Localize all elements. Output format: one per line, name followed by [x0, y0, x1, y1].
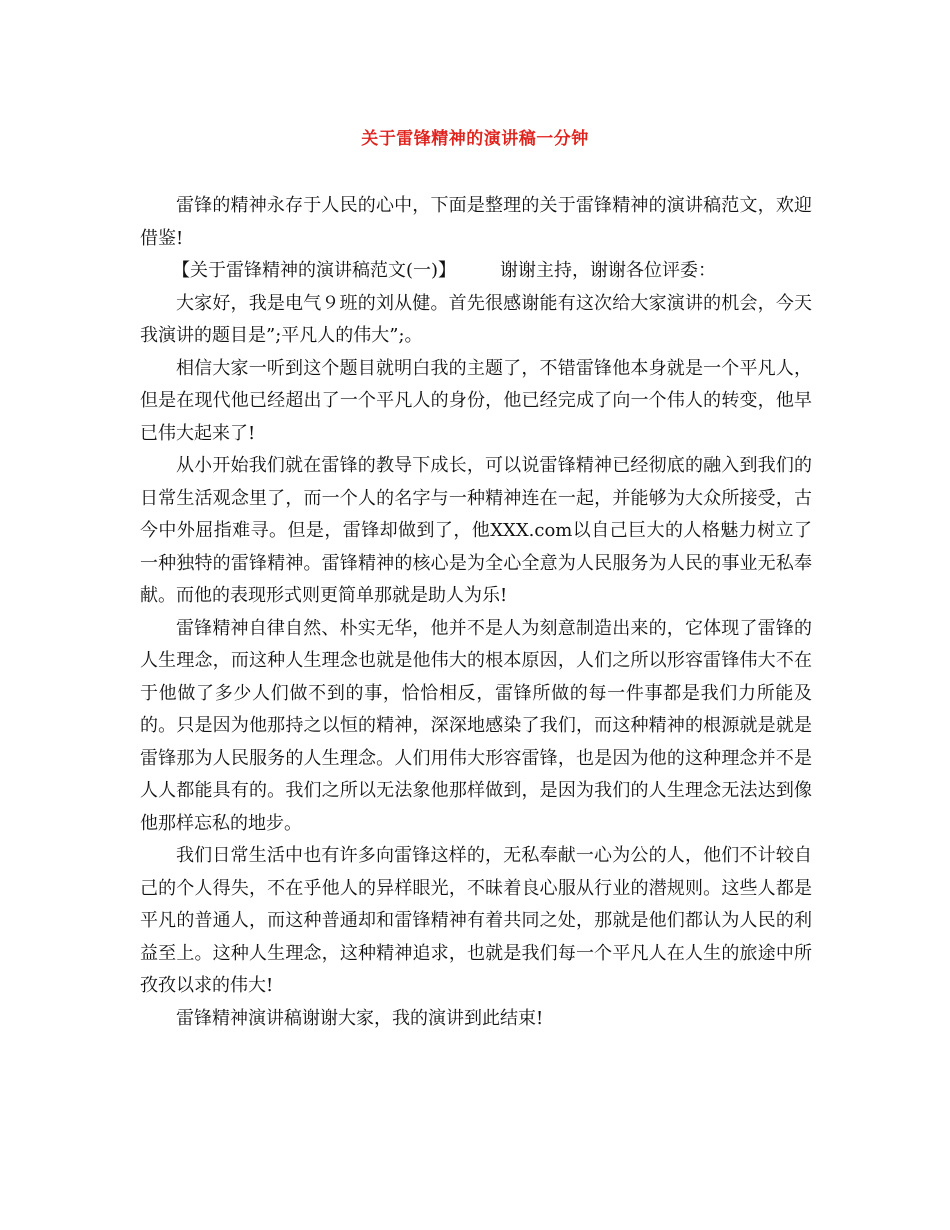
paragraph: 从小开始我们就在雷锋的教导下成长，可以说雷锋精神已经彻底的融入到我们的日常生活观念里了，而一个人的名字与一种精神连在一起，并能够为大众所接受，古今中外屈指难寻。但是，雷锋却做到了，他XXX.com以自己巨大的人格魅力树立了一种独特的雷锋精神。雷锋精神的核心是为全心全意为人民服务为人民的事业无私奉献。而他的表现形式则更简单那就是助人为乐! — [140, 455, 812, 606]
closing-paragraph: 雷锋精神演讲稿谢谢大家，我的演讲到此结束! — [176, 1007, 544, 1029]
document-body — [140, 190, 812, 1035]
paragraph: 相信大家一听到这个题目就明白我的主题了，不错雷锋他本身就是一个平凡人，但是在现代他已经超出了一个平凡人的身份，他已经完成了向一个伟人的转变，他早已伟大起来了! — [140, 357, 812, 444]
greeting: 谢谢主持，谢谢各位评委： — [500, 260, 717, 281]
document-title: 关于雷锋精神的演讲稿一分钟 — [361, 129, 589, 149]
intro-paragraph: 雷锋的精神永存于人民的心中，下面是整理的关于雷锋精神的演讲稿范文，欢迎借鉴! — [140, 195, 812, 249]
paragraph: 我们日常生活中也有许多向雷锋这样的，无私奉献一心为公的人，他们不计较自己的个人得失，不在乎他人的异样眼光，不昧着良心服从行业的潜规则。这些人都是平凡的普通人，而这种普通却和雷锋精神有着共同之处，那就是他们都认为人民的利益至上。这种人生理念，这种精神追求，也就是我们每一个平凡人在人生的旅途中所孜孜以求的伟大! — [140, 845, 812, 996]
paragraph: 雷锋精神自律自然、朴实无华，他并不是人为刻意制造出来的，它体现了雷锋的人生理念，而这种人生理念也就是他伟大的根本原因，人们之所以形容雷锋伟大不在于他做了多少人们做不到的事，恰恰相反，雷锋所做的每一件事都是我们力所能及的。只是因为他那持之以恒的精神，深深地感染了我们，而这种精神的根源就是就是雷锋那为人民服务的人生理念。人们用伟大形容雷锋，也是因为他的这种理念并不是人人都能具有的。我们之所以无法象他那样做到，是因为我们的人生理念无法达到像他那样忘私的地步。 — [140, 617, 812, 834]
section-heading: 【关于雷锋精神的演讲稿范文(一)】 — [172, 260, 457, 281]
section-heading-line — [140, 255, 812, 288]
paragraph: 大家好，我是电气９班的刘从健。首先很感谢能有这次给大家演讲的机会，今天我演讲的题目是”;平凡人的伟大”;。 — [140, 292, 812, 346]
